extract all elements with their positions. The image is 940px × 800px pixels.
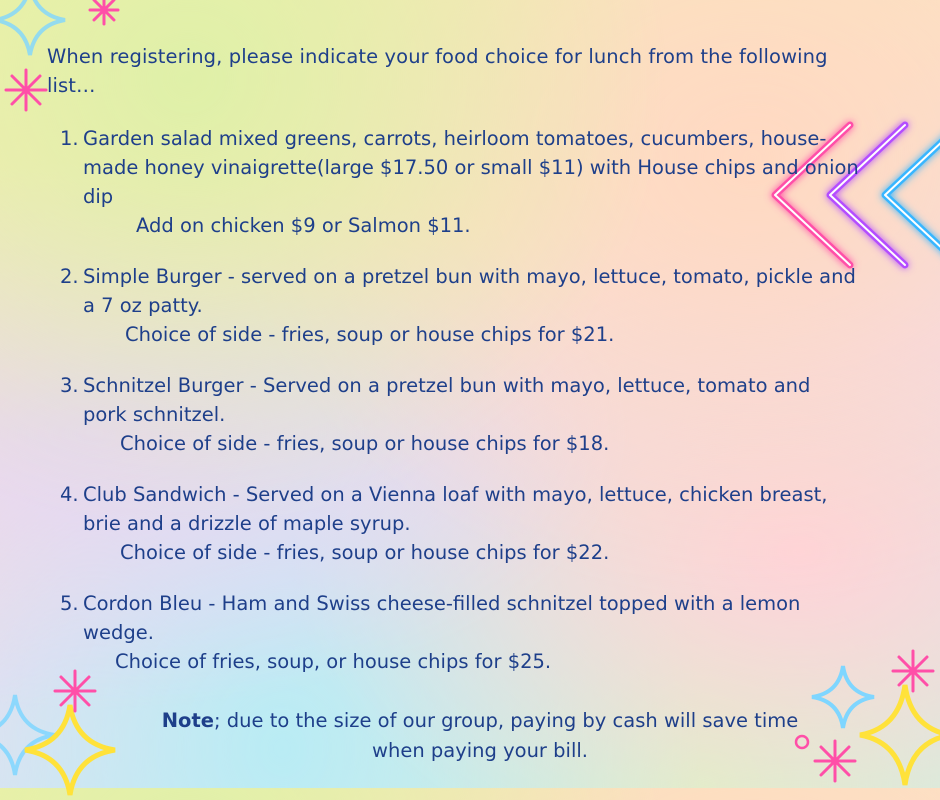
note-label: Note	[161, 709, 214, 732]
list-item	[60, 371, 860, 458]
item-number: 1.	[60, 127, 79, 150]
item-number: 4.	[60, 483, 79, 506]
item-description: Simple Burger - served on a pretzel bun with mayo, lettuce, tomato, pickle and a 7 oz patty.	[83, 265, 856, 317]
intro-text: When registering, please indicate your food choice for lunch from the following list…	[47, 45, 828, 97]
payment-note	[150, 706, 810, 766]
item-number: 3.	[60, 374, 79, 397]
sparkle-star-icon	[20, 700, 120, 800]
asterisk-burst-icon	[890, 648, 936, 694]
item-side-choice: Choice of side - fries, soup or house chips for $22.	[120, 541, 610, 564]
asterisk-burst-icon	[2, 66, 50, 114]
sparkle-star-icon	[855, 680, 940, 790]
list-item	[60, 262, 860, 349]
asterisk-burst-icon	[82, 0, 126, 30]
item-number: 2.	[60, 265, 79, 288]
food-choice-list	[60, 124, 860, 698]
item-addon: Add on chicken $9 or Salmon $11.	[136, 214, 471, 237]
item-description: Cordon Bleu - Ham and Swiss cheese-filled schnitzel topped with a lemon wedge.	[83, 592, 801, 644]
item-number: 5.	[60, 592, 79, 615]
asterisk-burst-icon	[812, 738, 858, 784]
list-item	[60, 589, 860, 676]
item-description: Schnitzel Burger - Served on a pretzel bun with mayo, lettuce, tomato and pork schnitzel.	[83, 374, 811, 426]
list-item	[60, 480, 860, 567]
item-side-choice: Choice of fries, soup, or house chips for $25.	[115, 650, 552, 673]
item-side-choice: Choice of side - fries, soup or house chips for $21.	[125, 323, 615, 346]
note-text: ; due to the size of our group, paying by cash will save time when paying your bill.	[214, 709, 799, 762]
item-description: Garden salad mixed greens, carrots, heirloom tomatoes, cucumbers, house-made honey vinaigrette(large $17.50 or small $11) with House chips and onion dip	[83, 127, 859, 208]
item-description: Club Sandwich - Served on a Vienna loaf with mayo, lettuce, chicken breast, brie and a drizzle of maple syrup.	[83, 483, 828, 535]
item-side-choice: Choice of side - fries, soup or house chips for $18.	[120, 432, 610, 455]
list-item	[60, 124, 860, 240]
